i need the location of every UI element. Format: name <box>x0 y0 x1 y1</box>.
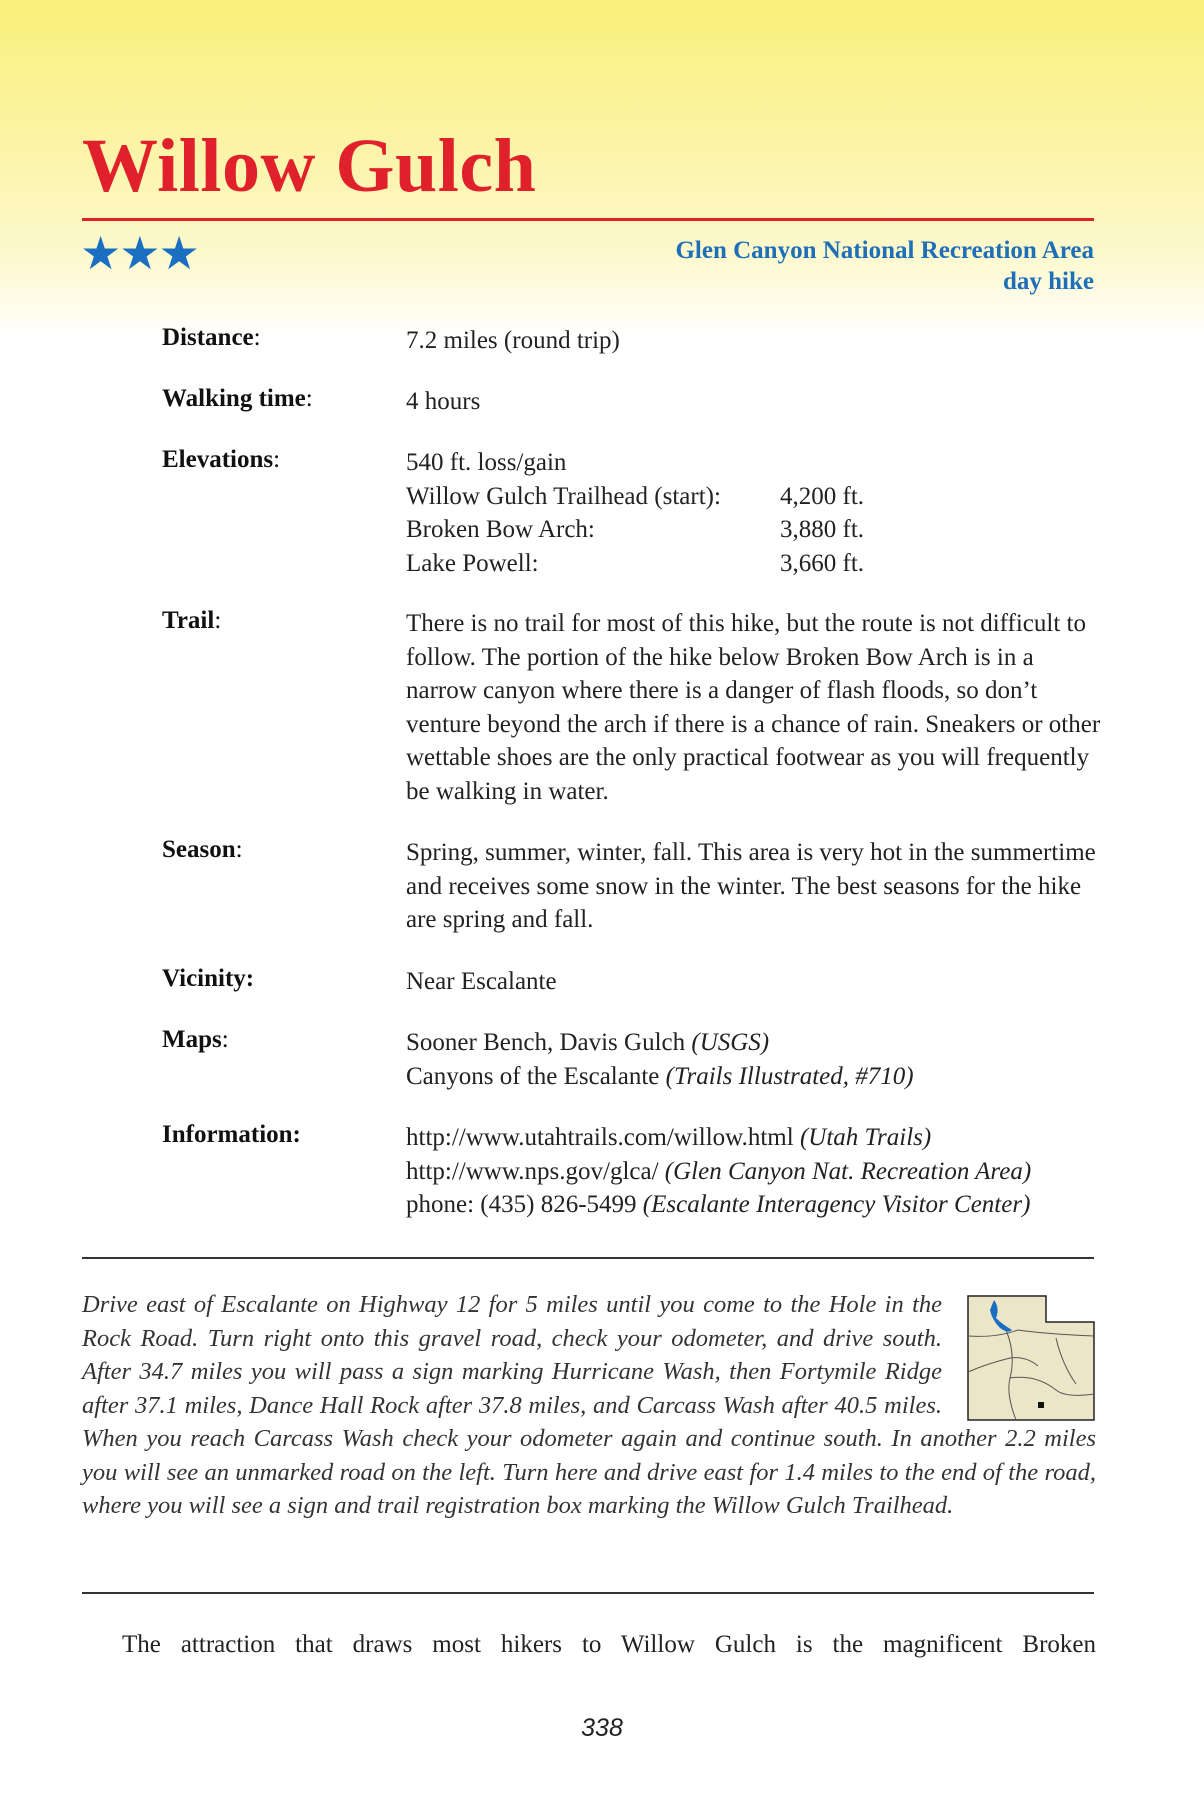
directions-text: Drive east of Escalante on Highway 12 for 5 miles until you come to the Hole in the Rock Road. Turn right onto this gravel road, check your odometer, and drive south. After 34.7 miles you will pass a sign marking Hurricane Wash, then Fortymile Ridge after 37.1 miles, Dance Hall Rock after 37.8 miles, and Carcass Wash after 40.5 miles. When you reach Carcass Wash check your odometer again and continue south. In another 2.2 miles you will see an unmarked road on the left. Turn here and drive east for 1.4 miles to the end of the road, where you will see a sign and trail registration box marking the Willow Gulch Trailhead. <box>82 1291 1096 1519</box>
distance-value: 7.2 miles (round trip) <box>406 327 620 354</box>
vicinity-value: Near Escalante <box>406 968 557 995</box>
recreation-area: Glen Canyon National Recreation Area <box>675 237 1094 264</box>
body-paragraph: The attraction that draws most hikers to Willow Gulch is the magnificent Broken <box>122 1631 1096 1658</box>
information-value <box>406 1121 1106 1222</box>
info-link[interactable]: http://www.utahtrails.com/willow.html <box>406 1124 794 1151</box>
info-line: phone: (435) 826-5499 (Escalante Interagency Visitor Center) <box>406 1191 1031 1218</box>
elevations-label: Elevations <box>162 446 274 473</box>
section-divider <box>82 1257 1094 1259</box>
walking-time-value: 4 hours <box>406 388 481 415</box>
title-divider <box>82 218 1094 221</box>
driving-directions <box>82 1288 1096 1523</box>
info-link[interactable]: http://www.nps.gov/glca/ <box>406 1157 659 1185</box>
page-title: Willow Gulch <box>82 124 537 208</box>
hike-type: day hike <box>1002 268 1094 295</box>
elevation-loss-gain: 540 ft. loss/gain <box>406 449 567 476</box>
utah-locator-map <box>966 1294 1096 1422</box>
utah-map-icon <box>966 1294 1096 1422</box>
elevations-value <box>406 446 1106 580</box>
elevation-point: Broken Bow Arch: 3,880 ft. <box>406 516 865 543</box>
season-value: Spring, summer, winter, fall. This area is very hot in the summertime and receives some snow in the winter. The best seasons for the hike are spring and fall. <box>406 839 1096 933</box>
season-label: Season <box>162 836 236 863</box>
elevation-point: Lake Powell: 3,660 ft. <box>406 549 865 577</box>
rating-stars: ★★★ <box>80 226 198 280</box>
maps-value <box>406 1026 1106 1093</box>
walking-time-label: Walking time <box>162 385 306 412</box>
section-divider <box>82 1592 1094 1594</box>
info-line: http://www.utahtrails.com/willow.html (Utah Trails) <box>406 1124 932 1151</box>
map-reference: Sooner Bench, Davis Gulch (USGS) <box>406 1029 770 1056</box>
trail-value: There is no trail for most of this hike, but the route is not difficult to follow. The portion of the hike below Broken Bow Arch is in a narrow canyon where there is a danger of flash floods, so don’t venture beyond the arch if there is a chance of rain. Sneakers or other wettable shoes are the only practical footwear as you will frequently be walking in water. <box>406 610 1101 805</box>
map-reference: Canyons of the Escalante (Trails Illustrated, #710) <box>406 1062 914 1090</box>
area-info <box>675 235 1094 297</box>
vicinity-label: Vicinity: <box>162 965 255 992</box>
maps-label: Maps <box>162 1026 222 1053</box>
information-label: Information: <box>162 1121 301 1148</box>
page-number: 338 <box>581 1714 623 1742</box>
elevation-point: Willow Gulch Trailhead (start): 4,200 ft. <box>406 482 865 510</box>
trail-label: Trail <box>162 607 215 634</box>
distance-label: Distance <box>162 324 254 351</box>
info-line: http://www.nps.gov/glca/ (Glen Canyon Nat. Recreation Area) <box>406 1157 1032 1185</box>
